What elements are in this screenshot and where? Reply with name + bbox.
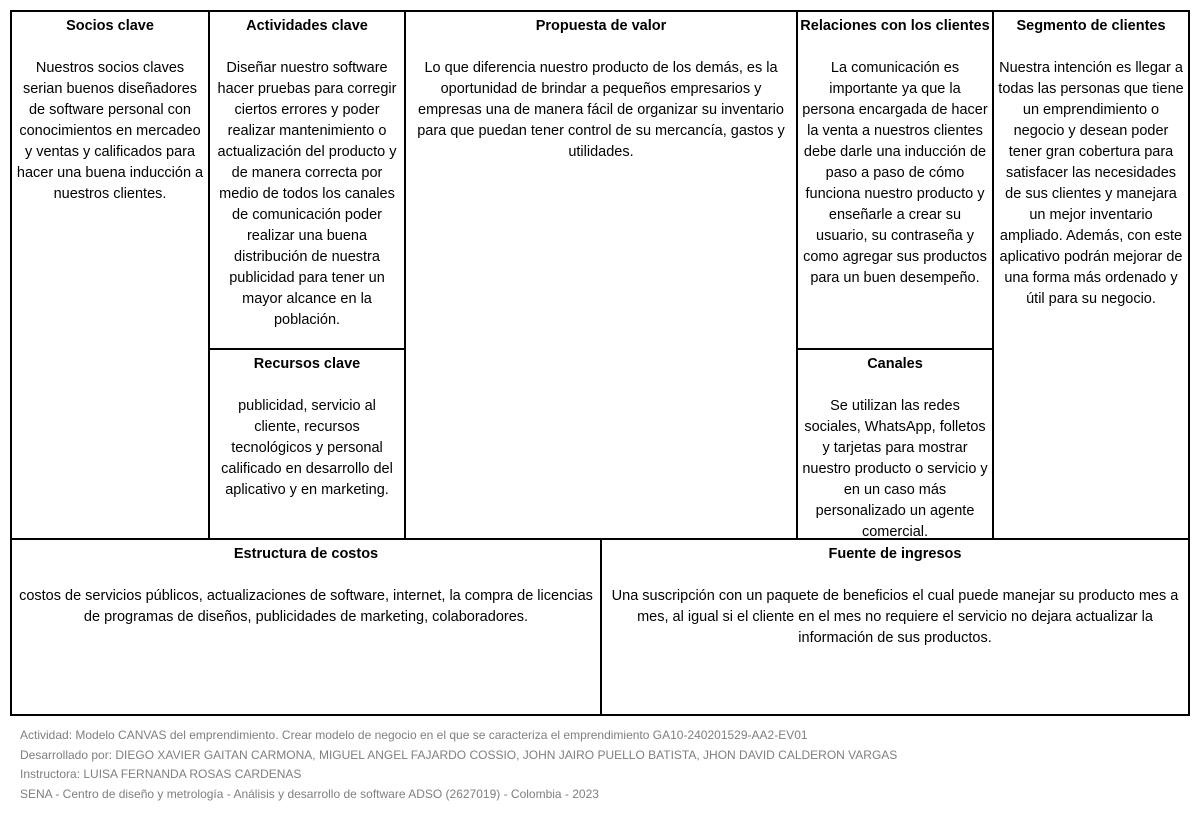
recursos-clave-block (208, 348, 406, 540)
footer-credits (20, 726, 897, 804)
footer-instructora: Instructora: LUISA FERNANDA ROSAS CARDENAS (20, 767, 302, 781)
propuesta-valor-text: Lo que diferencia nuestro producto de los demás, es la oportunidad de brindar a pequeños empresarios y empresas una de manera fácil de organizar su inventario para que puedan tener control de su mercancía, gastos y utilidades. (417, 60, 785, 160)
footer-sena: SENA - Centro de diseño y metrología - Análisis y desarrollo de software ADSO (2627019) - Colombia - 2023 (20, 786, 599, 801)
business-model-canvas (10, 10, 1190, 716)
footer-actividad: Actividad: Modelo CANVAS del emprendimiento. Crear modelo de negocio en el que se caracteriza el emprendimiento GA10-240201529-AA2-EV01 (20, 728, 808, 742)
socios-clave-text: Nuestros socios claves serian buenos diseñadores de software personal con conocimientos en mercadeo y ventas y calificados para hacer una buena inducción a nuestros clientes. (16, 60, 204, 202)
propuesta-valor-block (404, 10, 798, 540)
canales-title: Canales (867, 356, 923, 372)
canales-text: Se utilizan las redes sociales, WhatsApp, folletos y tarjetas para mostrar nuestro producto o servicio y en un caso más personalizado un agente comercial. (802, 398, 988, 540)
socios-clave-block (10, 10, 210, 540)
fuente-ingresos-block (600, 538, 1190, 716)
recursos-clave-title: Recursos clave (253, 356, 361, 372)
segmento-clientes-title: Segmento de clientes (1016, 18, 1166, 34)
relaciones-clientes-block (796, 10, 994, 350)
relaciones-clientes-title: Relaciones con los clientes (800, 18, 990, 34)
actividades-clave-block (208, 10, 406, 350)
segmento-clientes-block (992, 10, 1190, 540)
segmento-clientes-text: Nuestra intención es llegar a todas las personas que tiene un emprendimiento o negocio y desean poder tener gran cobertura para satisfacer las necesidades de sus clientes y manejara un mejor inventario ampliado. Además, con este aplicativo podrán mejorar de una forma más ordenado y útil para su negocio. (998, 60, 1184, 307)
relaciones-clientes-text: La comunicación es importante ya que la persona encargada de hacer la venta a nuestros clientes debe darle una inducción de paso a paso de cómo funciona nuestro producto y enseñarle a crear su usuario, su contraseña y como agregar sus productos para un buen desempeño. (802, 60, 988, 286)
estructura-costos-title: Estructura de costos (233, 546, 379, 562)
propuesta-valor-title: Propuesta de valor (535, 18, 667, 34)
canales-block (796, 348, 994, 540)
footer-desarrollado: Desarrollado por: DIEGO XAVIER GAITAN CARMONA, MIGUEL ANGEL FAJARDO COSSIO, JOHN JAIRO PUELLO BATISTA, JHON DAVID CALDERON VARGAS (20, 747, 898, 762)
actividades-clave-text: Diseñar nuestro software hacer pruebas para corregir ciertos errores y poder realizar mantenimiento o actualización del producto y de manera correcta por medio de todos los canales de comunicación poder realizar una buena distribución de nuestra publicidad para tener un mayor alcance en la población. (217, 60, 397, 328)
estructura-costos-text: costos de servicios públicos, actualizaciones de software, internet, la compra de licencias de programas de diseños, publicidades de marketing, colaboradores. (19, 588, 593, 625)
fuente-ingresos-text: Una suscripción con un paquete de beneficios el cual puede manejar su producto mes a mes, al igual si el cliente en el mes no requiere el servicio no dejara actualizar la información de sus productos. (611, 588, 1179, 646)
actividades-clave-title: Actividades clave (246, 18, 368, 34)
estructura-costos-block (10, 538, 602, 716)
fuente-ingresos-title: Fuente de ingresos (828, 546, 962, 562)
recursos-clave-text: publicidad, servicio al cliente, recursos tecnológicos y personal calificado en desarrollo del aplicativo y en marketing. (221, 398, 393, 498)
socios-clave-title: Socios clave (66, 18, 154, 34)
